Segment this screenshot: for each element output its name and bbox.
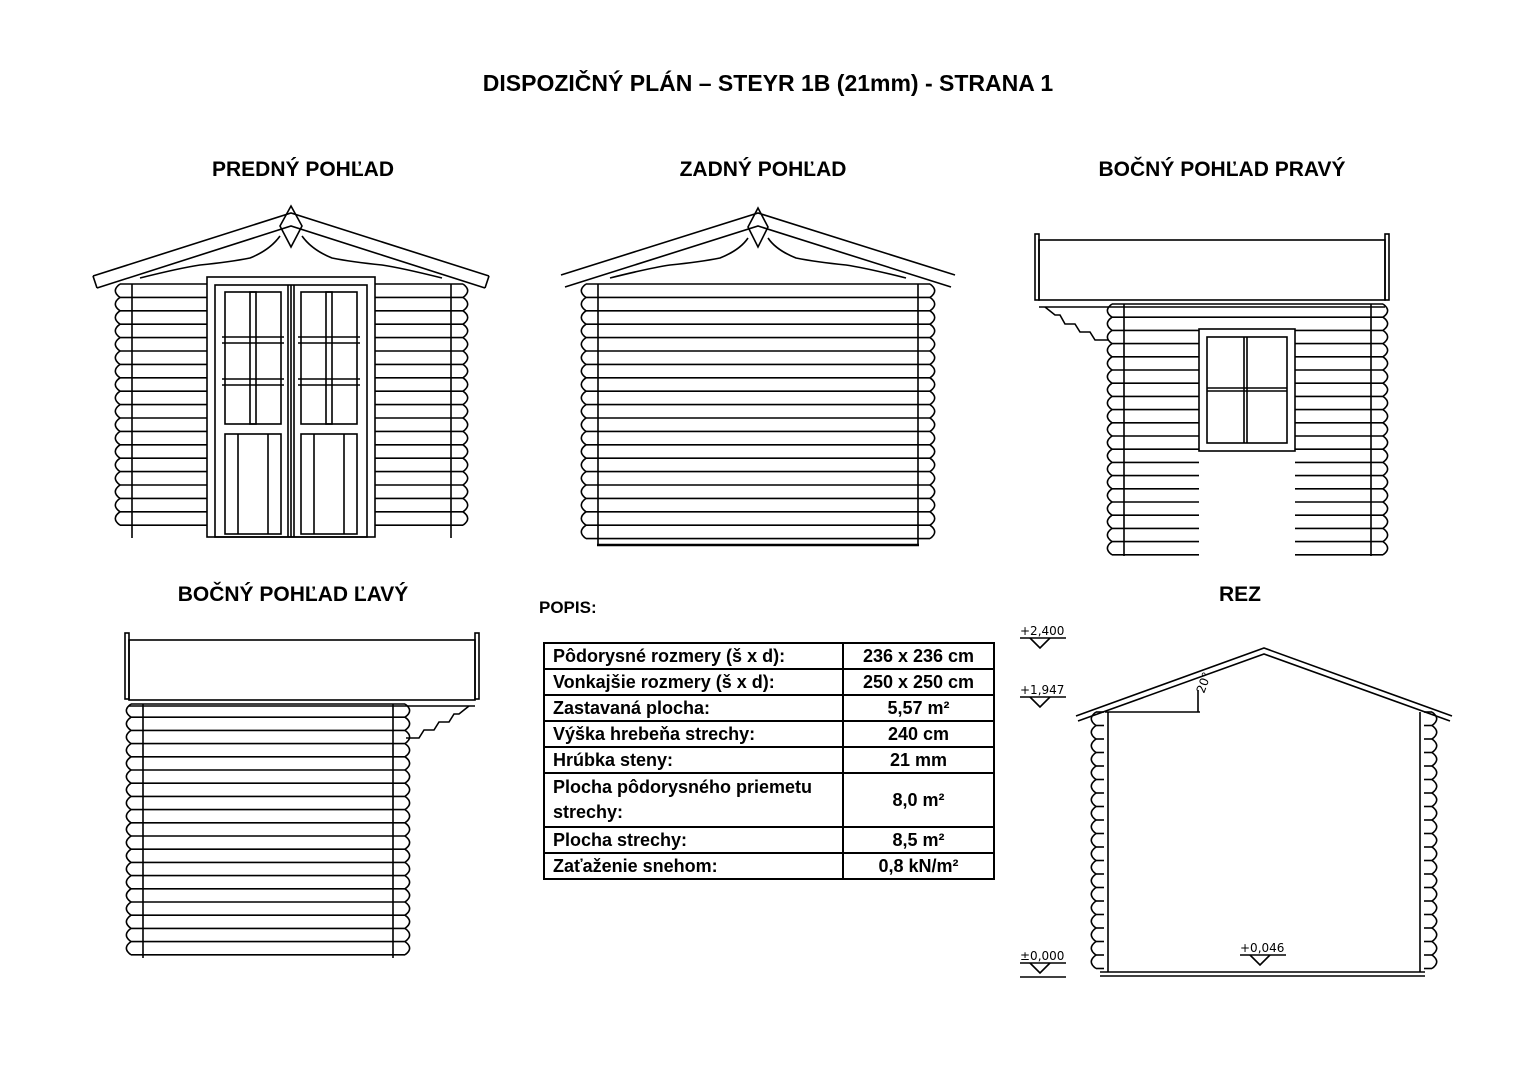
- table-row: [544, 695, 994, 721]
- spec-label: Pôdorysné rozmery (š x d):: [544, 643, 843, 669]
- spec-value: 0,8 kN/m²: [843, 853, 994, 879]
- spec-value: 21 mm: [843, 747, 994, 773]
- spec-value: 250 x 250 cm: [843, 669, 994, 695]
- spec-value: 5,57 m²: [843, 695, 994, 721]
- spec-label: Výška hrebeňa strechy:: [544, 721, 843, 747]
- level-ground-label: ±0,000: [1020, 949, 1065, 963]
- popis-label: POPIS:: [539, 598, 597, 617]
- table-row: [544, 721, 994, 747]
- spec-label: Plocha strechy:: [544, 827, 843, 853]
- spec-label: Zastavaná plocha:: [544, 695, 843, 721]
- level-floor-label: +0,046: [1240, 941, 1285, 955]
- table-row: [544, 827, 994, 853]
- spec-label: Plocha pôdorysného priemetu strechy:: [544, 773, 843, 827]
- table-row: [544, 643, 994, 669]
- spec-label: Hrúbka steny:: [544, 747, 843, 773]
- table-row: [544, 853, 994, 879]
- spec-value: 8,0 m²: [843, 773, 994, 827]
- level-eave-label: +1,947: [1020, 683, 1065, 697]
- level-ridge-label: +2,400: [1020, 624, 1065, 638]
- back-view-heading: ZADNÝ POHĽAD: [679, 158, 847, 181]
- right-view-heading: BOČNÝ POHĽAD PRAVÝ: [1098, 158, 1346, 181]
- table-row: [544, 773, 994, 827]
- spec-label: Vonkajšie rozmery (š x d):: [544, 669, 843, 695]
- roof-angle-label: 20°: [1193, 670, 1215, 696]
- spec-value: 236 x 236 cm: [843, 643, 994, 669]
- page-title: DISPOZIČNÝ PLÁN – STEYR 1B (21mm) - STRANA 1: [482, 70, 1054, 96]
- section-view-heading: REZ: [1219, 583, 1261, 606]
- spec-value: 8,5 m²: [843, 827, 994, 853]
- front-view-heading: PREDNÝ POHĽAD: [211, 158, 395, 181]
- table-row: [544, 669, 994, 695]
- spec-label: Zaťaženie snehom:: [544, 853, 843, 879]
- table-row: [544, 747, 994, 773]
- spec-table: [543, 642, 995, 880]
- spec-value: 240 cm: [843, 721, 994, 747]
- left-view-heading: BOČNÝ POHĽAD ĽAVÝ: [177, 583, 409, 606]
